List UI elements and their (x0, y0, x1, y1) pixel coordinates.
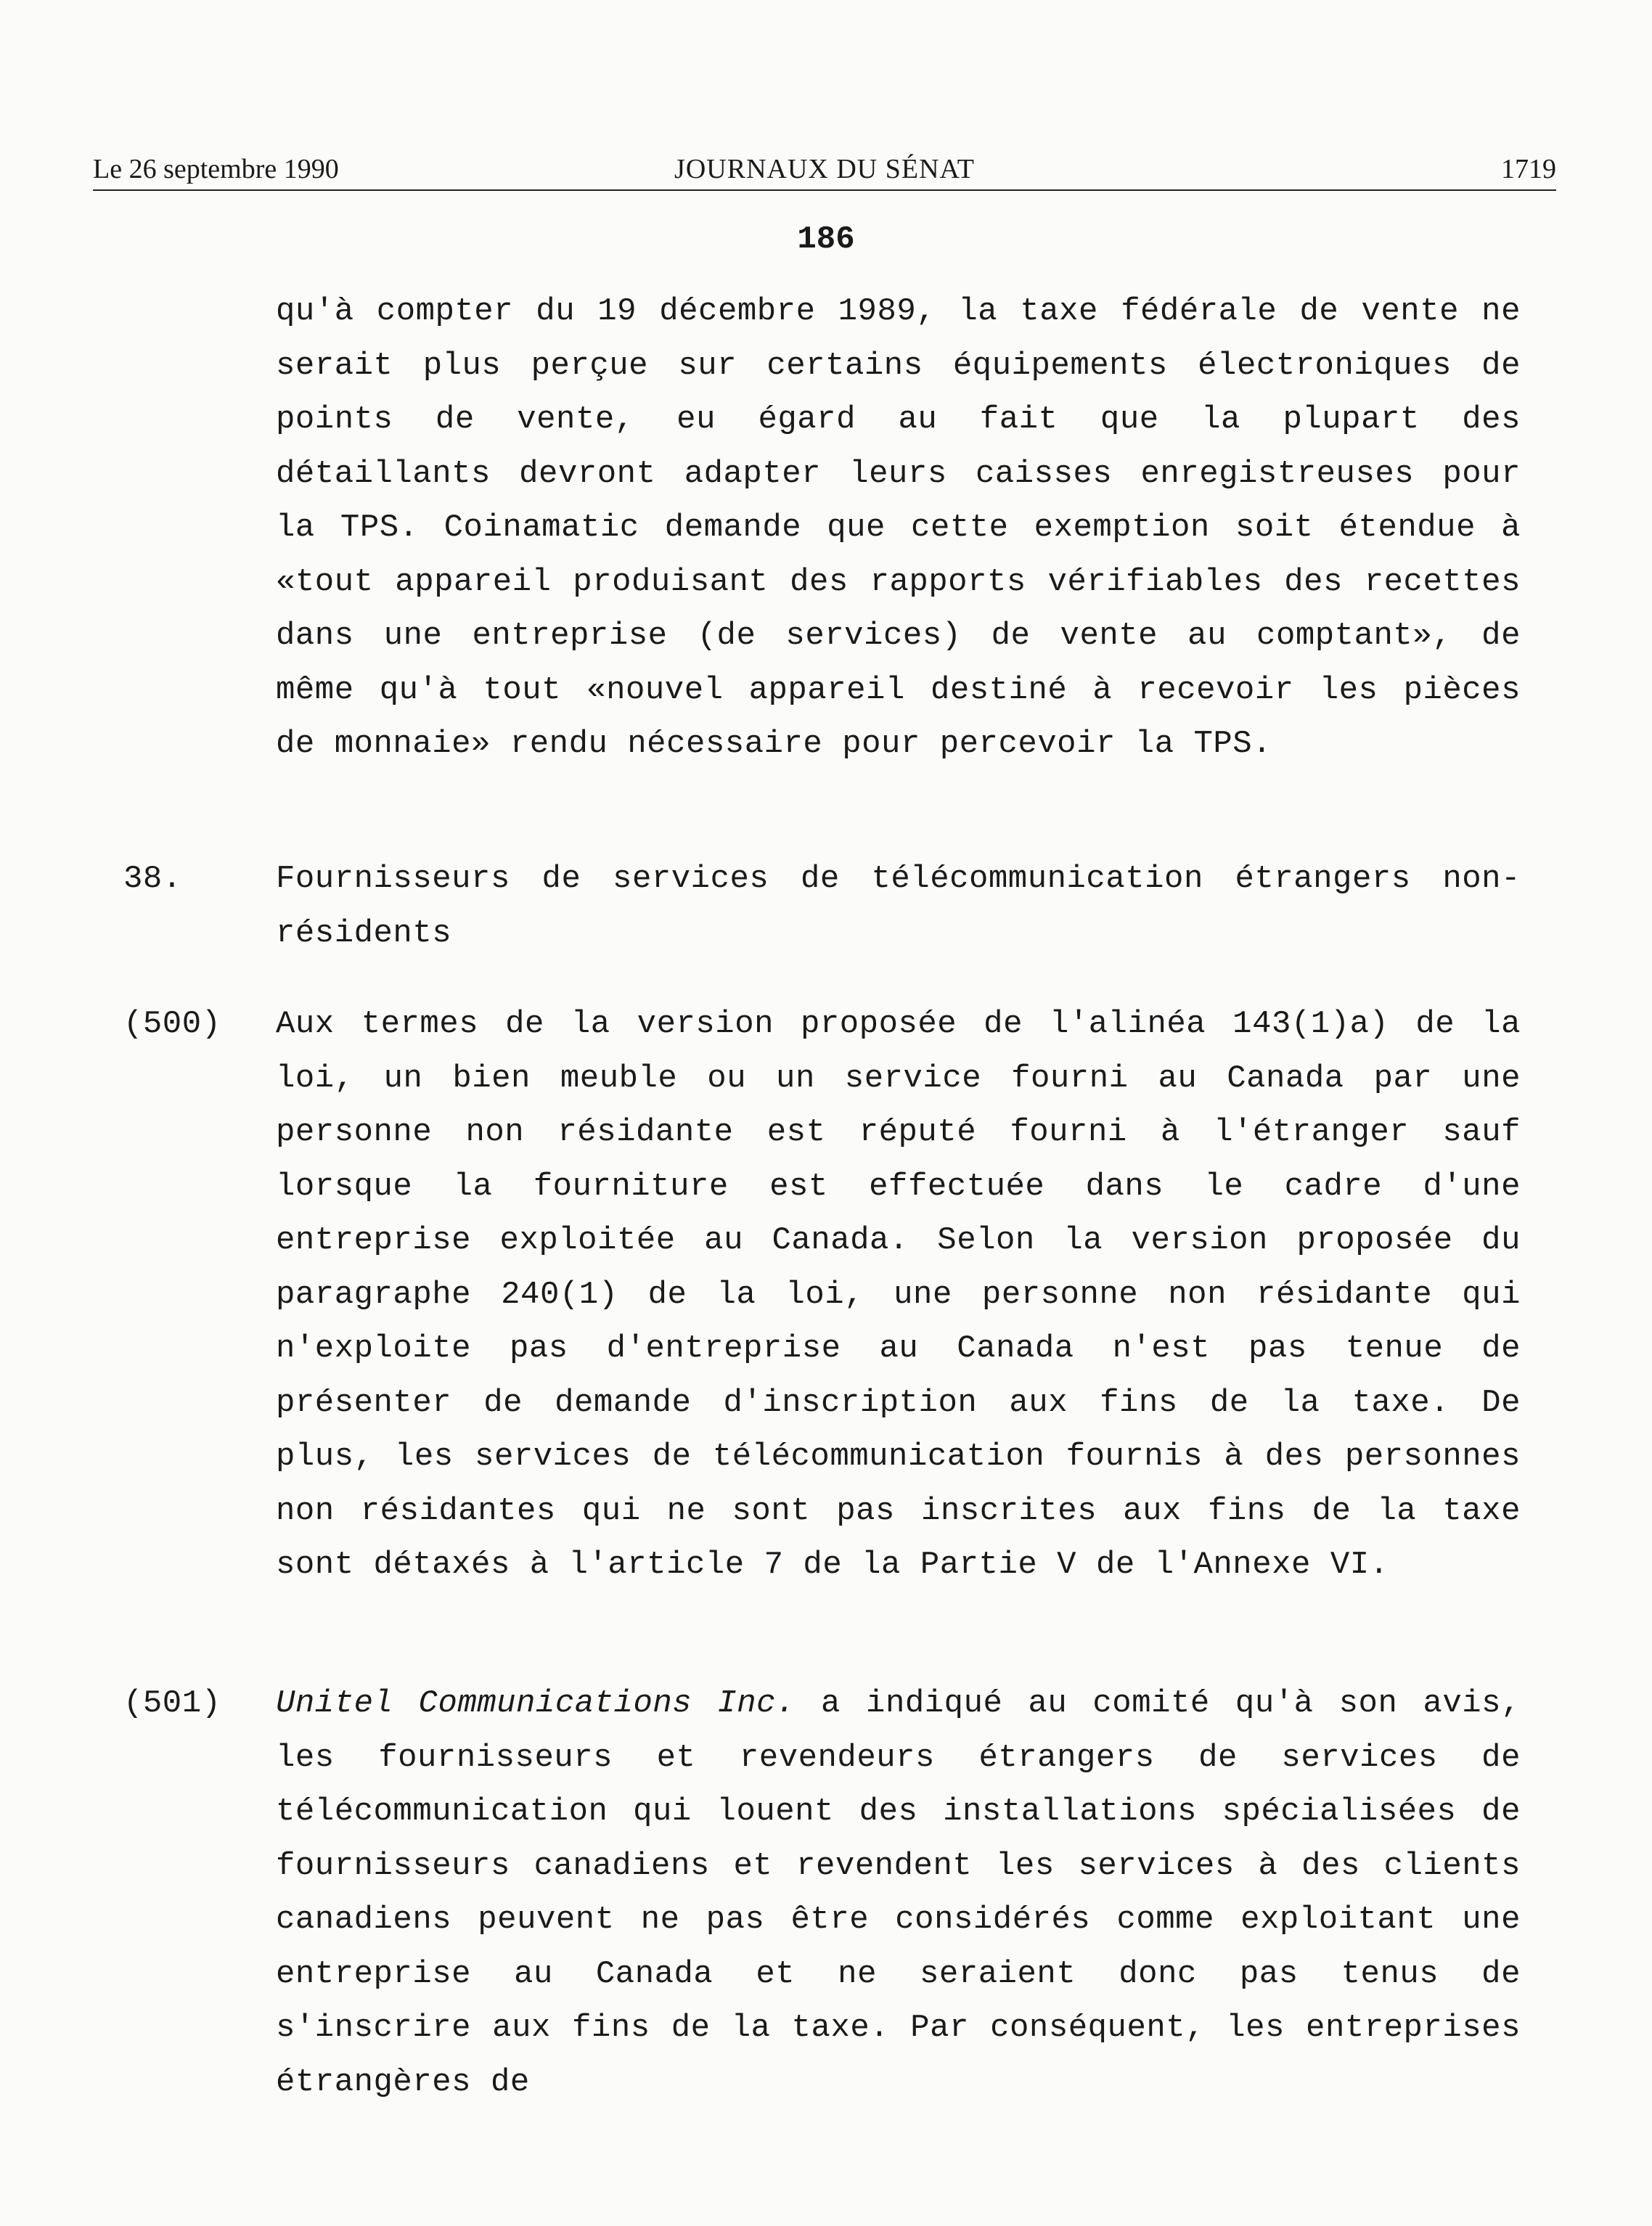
para-501-block (276, 1677, 1521, 2109)
para-500-block (276, 997, 1521, 1592)
header-rule (93, 189, 1556, 191)
continuation-paragraph (276, 285, 1521, 772)
para-501-number: (501) (123, 1685, 221, 1722)
para-500-number: (500) (123, 1006, 221, 1042)
para-501-text: a indiqué au comité qu'à son avis, les fournisseurs et revendeurs étrangers de services de télécommunication qui louent des installations spécialisées de fournisseurs canadiens et revendent les services à des clients canadiens peuvent ne pas être considérés comme exploitant une entreprise au Canada et ne seraient donc pas tenus de s'inscrire aux fins de la taxe. Par conséquent, les entreprises étrangères de (276, 1685, 1521, 2100)
para-501-paragraph (276, 1677, 1521, 2109)
page-header (93, 151, 1556, 192)
continuation-paragraph-text: qu'à compter du 19 décembre 1989, la taxe fédérale de vente ne serait plus perçue sur certains équipements électroniques de points de vente, eu égard au fait que la plupart des détaillants devront adapter leurs caisses enregistreuses pour la TPS. Coinamatic demande que cette exemption soit étendue à «tout appareil produisant des rapports vérifiables des recettes dans une entreprise (de services) de vente au comptant», de même qu'à tout «nouvel appareil destiné à recevoir les pièces de monnaie» rendu nécessaire pour percevoir la TPS. (276, 293, 1521, 762)
header-page-number: 1719 (1501, 154, 1556, 184)
para-501-company: Unitel Communications Inc. (276, 1685, 796, 1722)
item-38-heading: Fournisseurs de services de télécommunication étrangers non-résidents (276, 861, 1521, 952)
section-number: 186 (797, 221, 855, 258)
header-date: Le 26 septembre 1990 (93, 154, 339, 184)
para-500-text: Aux termes de la version proposée de l'alinéa 143(1)a) de la loi, un bien meuble ou un service fourni au Canada par une personne non résidante est réputé fourni à l'étranger sauf lorsque la fourniture est effectuée dans le cadre d'une entreprise exploitée au Canada. Selon la version proposée du paragraphe 240(1) de la loi, une personne non résidante qui n'exploite pas d'entreprise au Canada n'est pas tenue de présenter de demande d'inscription aux fins de la taxe. De plus, les services de télécommunication fournis à des personnes non résidantes qui ne sont pas inscrites aux fins de la taxe sont détaxés à l'article 7 de la Partie V de l'Annexe VI. (276, 1006, 1521, 1583)
header-journal-title: JOURNAUX DU SÉNAT (674, 154, 975, 184)
item-38-heading-block (276, 852, 1521, 960)
item-38-number: 38. (123, 861, 182, 897)
